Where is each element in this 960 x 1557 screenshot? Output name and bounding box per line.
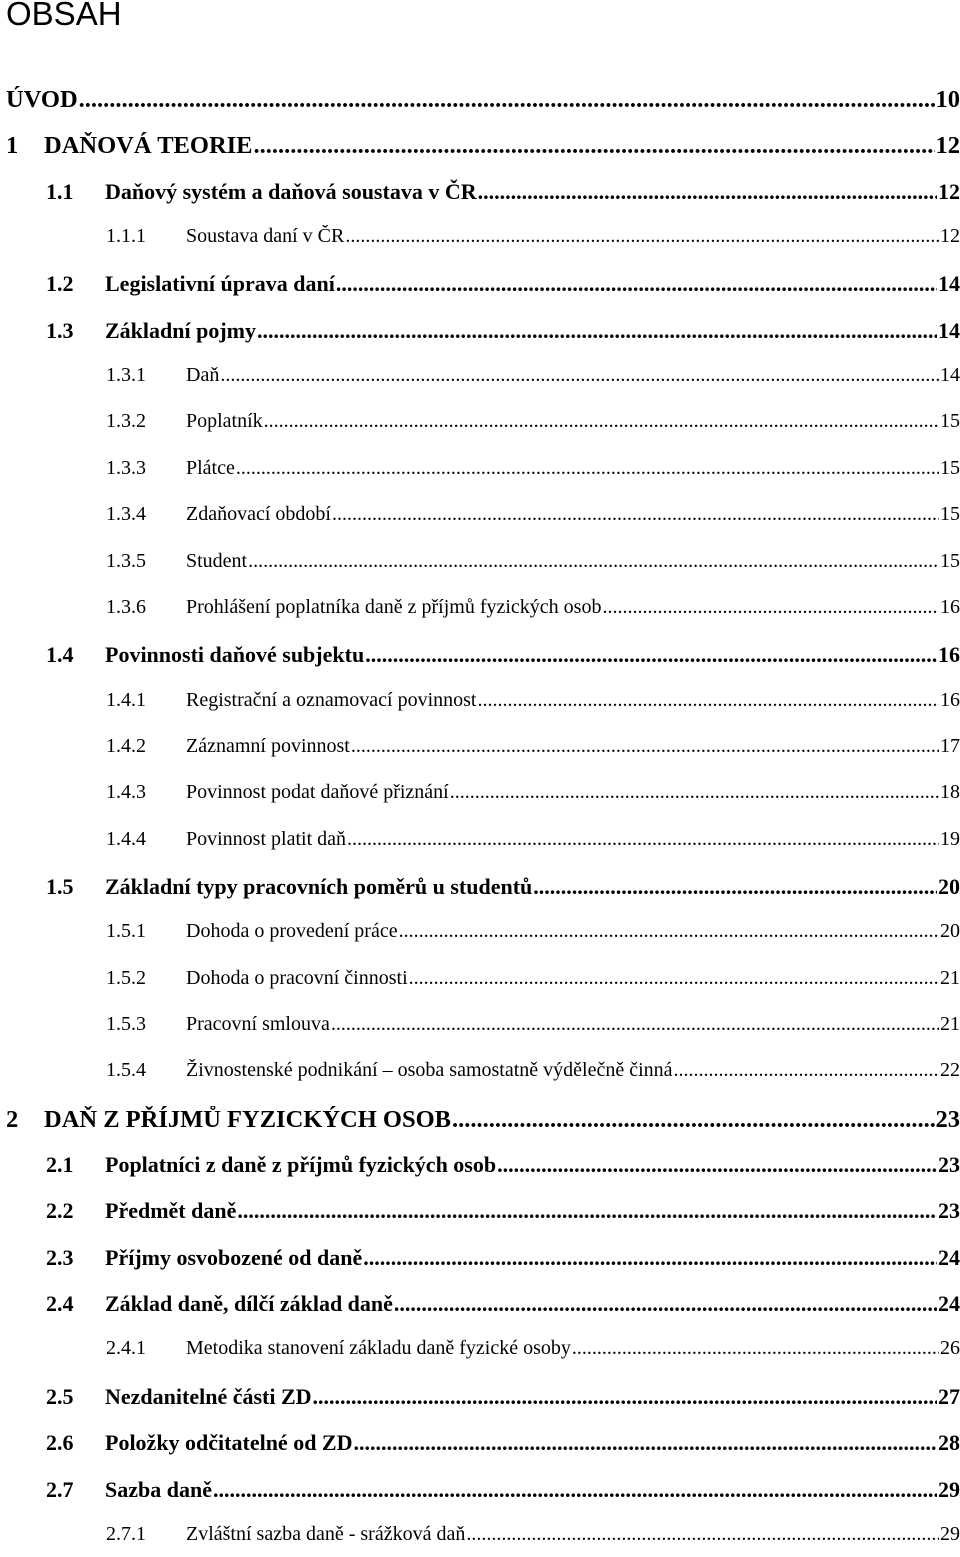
toc-entry-title: Základ daně, dílčí základ daně (105, 1291, 393, 1316)
toc-entry-number: 1.5.3 (106, 1013, 186, 1036)
toc-entry-page-number: 16 (940, 689, 960, 712)
dot-leader (477, 689, 939, 712)
toc-entry-page-number: 12 (938, 179, 960, 204)
toc-entry[interactable] (106, 1013, 960, 1047)
toc-entry-title: DAŇ Z PŘÍJMŮ FYZICKÝCH OSOB (44, 1106, 451, 1134)
dot-leader (220, 364, 939, 387)
toc-entry-title: Plátce (186, 457, 235, 480)
dot-leader (478, 179, 937, 204)
dot-leader (450, 781, 939, 804)
toc-entry[interactable] (46, 318, 960, 352)
dot-leader (347, 828, 939, 851)
toc-entry-page-number: 23 (938, 1152, 960, 1177)
toc-entry-title: Daňový systém a daňová soustava v ČR (105, 179, 477, 204)
toc-entry-page-number: 22 (940, 1059, 960, 1082)
dot-leader (572, 1337, 939, 1360)
toc-entry[interactable] (46, 1384, 960, 1418)
toc-entry-number: 1.3.6 (106, 596, 186, 619)
toc-entry[interactable] (106, 457, 960, 491)
dot-leader (332, 503, 939, 526)
toc-entry-number: 1.3.5 (106, 550, 186, 573)
toc-entry-page-number: 16 (940, 596, 960, 619)
toc-entry[interactable] (46, 179, 960, 213)
toc-entry[interactable] (46, 1291, 960, 1325)
toc-entry[interactable] (106, 689, 960, 723)
toc-entry[interactable] (46, 1245, 960, 1279)
toc-entry-page-number: 16 (938, 642, 960, 667)
toc-entry-page-number: 27 (938, 1384, 960, 1409)
toc-entry-title: Daň (186, 364, 219, 387)
dot-leader (336, 271, 937, 296)
toc-entry-number: 2.3 (46, 1245, 105, 1270)
toc-entry[interactable] (106, 920, 960, 954)
toc-entry-number: 1.4.4 (106, 828, 186, 851)
toc-entry-page-number: 14 (938, 271, 960, 296)
toc-entry-title: Živnostenské podnikání – osoba samostatně výdělečně činná (186, 1059, 673, 1082)
dot-leader (399, 920, 939, 943)
dot-leader (497, 1152, 937, 1177)
dot-leader (409, 967, 939, 990)
toc-entry-page-number: 12 (936, 132, 960, 160)
dot-leader (363, 1245, 937, 1270)
toc-entry-title: Poplatník (186, 410, 263, 433)
toc-entry-number: 1.3.3 (106, 457, 186, 480)
dot-leader (351, 735, 939, 758)
dot-leader (331, 1013, 939, 1036)
toc-entry-number: 1.1.1 (106, 225, 186, 248)
toc-entry-page-number: 14 (938, 318, 960, 343)
dot-leader (365, 642, 937, 667)
toc-entry-page-number: 19 (940, 828, 960, 851)
toc-entry-title: Povinnosti daňové subjektu (105, 642, 364, 667)
toc-entry[interactable] (6, 86, 960, 120)
toc-entry-page-number: 15 (940, 503, 960, 526)
dot-leader (345, 225, 939, 248)
toc-entry-number: 2.2 (46, 1198, 105, 1223)
toc-entry[interactable] (46, 1477, 960, 1511)
toc-entry-page-number: 20 (940, 920, 960, 943)
toc-entry-number: 1.5.1 (106, 920, 186, 943)
toc-entry-page-number: 26 (940, 1337, 960, 1360)
toc-entry-title: DAŇOVÁ TEORIE (44, 132, 253, 160)
toc-entry[interactable] (106, 225, 960, 259)
toc-entry-page-number: 28 (938, 1430, 960, 1455)
toc-entry-number: 1.4.3 (106, 781, 186, 804)
toc-entry-number: 2.5 (46, 1384, 105, 1409)
toc-entry-title: Zvláštní sazba daně - srážková daň (186, 1523, 465, 1546)
toc-entry-number: 2.4.1 (106, 1337, 186, 1360)
toc-entry[interactable] (106, 410, 960, 444)
toc-entry-title: Nezdanitelné části ZD (105, 1384, 312, 1409)
toc-entry-title: Soustava daní v ČR (186, 225, 344, 248)
toc-entry[interactable] (106, 503, 960, 537)
toc-entry[interactable] (106, 828, 960, 862)
dot-leader (394, 1291, 937, 1316)
toc-entry-number: 1.3.4 (106, 503, 186, 526)
toc-entry[interactable] (106, 364, 960, 398)
toc-entry-number: 2 (6, 1106, 44, 1134)
dot-leader (79, 86, 935, 114)
toc-entry-title: Položky odčitatelné od ZD (105, 1430, 353, 1455)
toc-entry-page-number: 29 (940, 1523, 960, 1546)
toc-entry-page-number: 24 (938, 1291, 960, 1316)
toc-entry-page-number: 12 (940, 225, 960, 248)
toc-entry-page-number: 15 (940, 457, 960, 480)
toc-entry-title: Poplatníci z daně z příjmů fyzických osob (105, 1152, 496, 1177)
toc-entry[interactable] (46, 874, 960, 908)
dot-leader (533, 874, 937, 899)
toc-entry[interactable] (106, 967, 960, 1001)
toc-entry-title: Příjmy osvobozené od daně (105, 1245, 362, 1270)
toc-entry-page-number: 21 (940, 967, 960, 990)
toc-entry[interactable] (106, 550, 960, 584)
toc-entry-number: 1.4.2 (106, 735, 186, 758)
toc-entry[interactable] (106, 1059, 960, 1093)
toc-entry[interactable] (106, 735, 960, 769)
dot-leader (602, 596, 939, 619)
dot-leader (248, 550, 939, 573)
toc-entry-title: Prohlášení poplatníka daně z příjmů fyzických osob (186, 596, 601, 619)
toc-entry-number: 1.4.1 (106, 689, 186, 712)
dot-leader (257, 318, 937, 343)
toc-entry[interactable] (106, 1337, 960, 1371)
dot-leader (236, 457, 939, 480)
toc-entry-page-number: 15 (940, 410, 960, 433)
dot-leader (254, 132, 935, 160)
toc-entry-page-number: 23 (936, 1106, 960, 1134)
toc-entry-number: 2.7 (46, 1477, 105, 1502)
toc-entry-title: Zdaňovací období (186, 503, 331, 526)
toc-entry[interactable] (6, 1106, 960, 1140)
toc-entry-number: 1.1 (46, 179, 105, 204)
toc-entry-page-number: 20 (938, 874, 960, 899)
toc-entry-page-number: 23 (938, 1198, 960, 1223)
toc-entry-number: 1.3.2 (106, 410, 186, 433)
toc-entry-number: 2.4 (46, 1291, 105, 1316)
toc-entry[interactable] (46, 271, 960, 305)
toc-entry-page-number: 24 (938, 1245, 960, 1270)
toc-entry-page-number: 18 (940, 781, 960, 804)
dot-leader (354, 1430, 938, 1455)
toc-entry-title: Předmět daně (105, 1198, 236, 1223)
toc-entry-title: Student (186, 550, 247, 573)
toc-entry-title: Povinnost platit daň (186, 828, 346, 851)
toc-entry-number: 2.6 (46, 1430, 105, 1455)
toc-entry-page-number: 14 (940, 364, 960, 387)
toc-entry-page-number: 21 (940, 1013, 960, 1036)
toc-entry[interactable] (46, 1152, 960, 1186)
toc-entry[interactable] (6, 132, 960, 166)
toc-entry-page-number: 10 (936, 86, 960, 114)
dot-leader (674, 1059, 939, 1082)
toc-entry[interactable] (106, 781, 960, 815)
toc-entry-title: Pracovní smlouva (186, 1013, 330, 1036)
toc-entry-title: Záznamní povinnost (186, 735, 350, 758)
toc-entry[interactable] (106, 1523, 960, 1557)
toc-entry-number: 1.4 (46, 642, 105, 667)
toc-entry-title: Registrační a oznamovací povinnost (186, 689, 476, 712)
toc-entry-number: 2.7.1 (106, 1523, 186, 1546)
toc-entry-number: 1 (6, 132, 44, 160)
toc-entry-title: Legislativní úprava daní (105, 271, 335, 296)
toc-entry-page-number: 17 (940, 735, 960, 758)
toc-entry-number: 2.1 (46, 1152, 105, 1177)
toc-entry-title: Dohoda o pracovní činnosti (186, 967, 408, 990)
toc-entry-title: Základní typy pracovních poměrů u studentů (105, 874, 532, 899)
dot-leader (466, 1523, 939, 1546)
toc-entry-number: 1.3 (46, 318, 105, 343)
toc-entry-title: Metodika stanovení základu daně fyzické osoby (186, 1337, 571, 1360)
toc-entry-number: 1.5 (46, 874, 105, 899)
toc-entry-title: ÚVOD (6, 86, 78, 114)
toc-entry-page-number: 29 (938, 1477, 960, 1502)
toc-entry[interactable] (46, 642, 960, 676)
toc-entry-number: 1.5.2 (106, 967, 186, 990)
toc-entry-number: 1.5.4 (106, 1059, 186, 1082)
dot-leader (237, 1198, 937, 1223)
dot-leader (452, 1106, 935, 1134)
toc-entry-page-number: 15 (940, 550, 960, 573)
toc-entry[interactable] (46, 1198, 960, 1232)
toc-entry-title: Povinnost podat daňové přiznání (186, 781, 449, 804)
toc-entry-number: 1.2 (46, 271, 105, 296)
toc-entry[interactable] (106, 596, 960, 630)
toc-entry[interactable] (46, 1430, 960, 1464)
dot-leader (213, 1477, 937, 1502)
toc-entry-title: Základní pojmy (105, 318, 256, 343)
page-title: OBSAH (6, 0, 122, 34)
toc-entry-title: Sazba daně (105, 1477, 212, 1502)
toc-entry-title: Dohoda o provedení práce (186, 920, 398, 943)
dot-leader (264, 410, 939, 433)
dot-leader (313, 1384, 937, 1409)
toc-entry-number: 1.3.1 (106, 364, 186, 387)
